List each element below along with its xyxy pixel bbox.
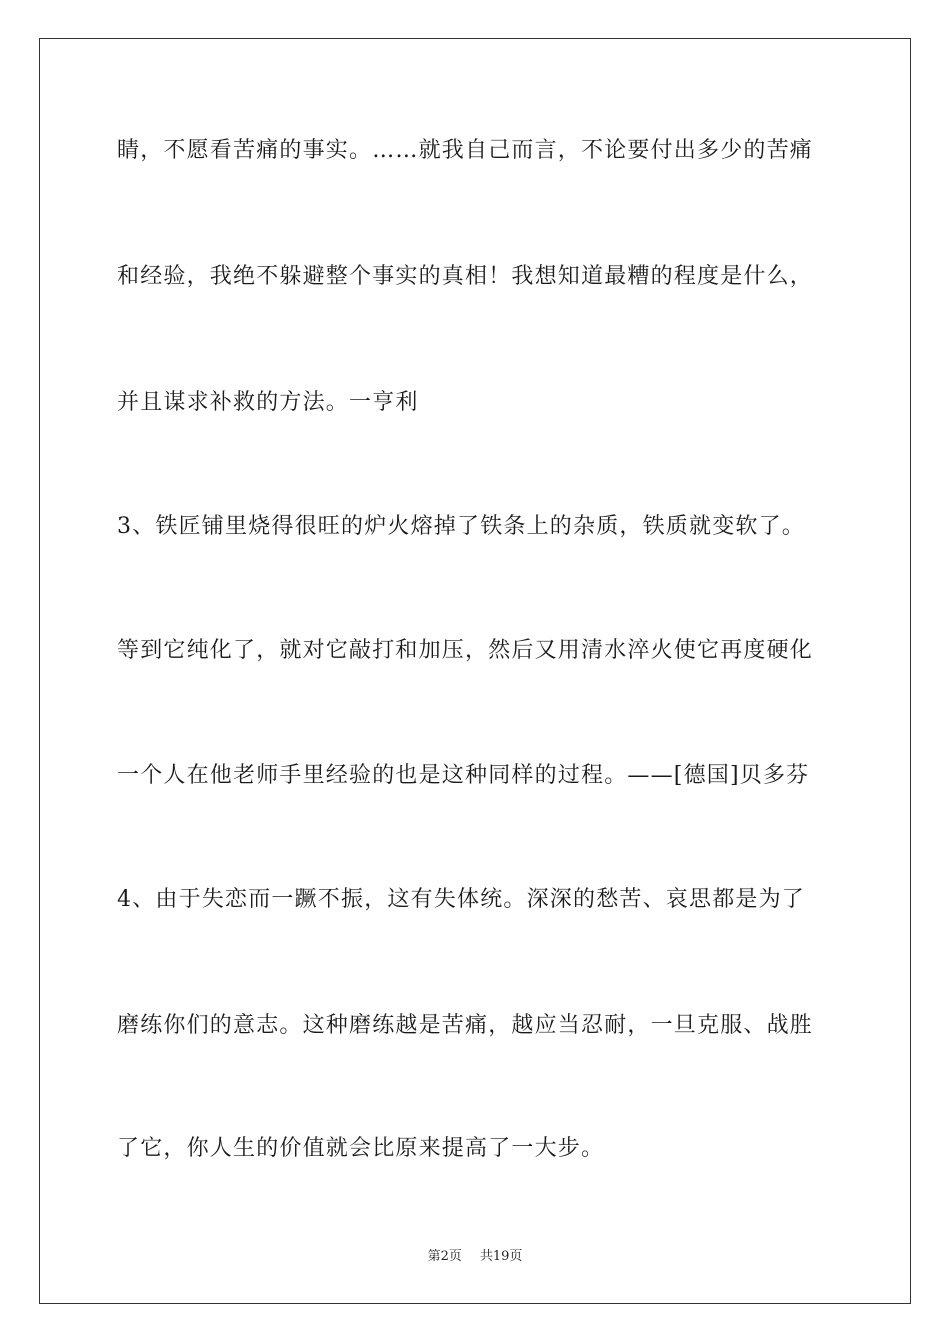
page-number: 第2页	[427, 1249, 462, 1264]
body-text-line: 磨练你们的意志。这种磨练越是苦痛，越应当忍耐，一旦克服、战胜	[117, 1013, 814, 1038]
body-text-line: 并且谋求补救的方法。一亨利	[117, 390, 419, 415]
body-text-line: 和经验，我绝不躲避整个事实的真相！我想知道最糟的程度是什么，	[117, 264, 814, 289]
page-border	[39, 38, 911, 1304]
body-text-line: 4、由于失恋而一蹶不振，这有失体统。深深的愁苦、哀思都是为了	[117, 887, 805, 912]
body-text-line: 睛，不愿看苦痛的事实。……就我自己而言，不论要付出多少的苦痛	[117, 138, 814, 163]
body-text-line: 了它，你人生的价值就会比原来提高了一大步。	[117, 1136, 605, 1161]
body-text-line: 3、铁匠铺里烧得很旺的炉火熔掉了铁条上的杂质，铁质就变软了。	[117, 514, 805, 539]
body-text-line: 等到它纯化了，就对它敲打和加压，然后又用清水淬火使它再度硬化	[117, 638, 814, 663]
page-total: 共19页	[479, 1249, 523, 1264]
body-text-line: 一个人在他老师手里经验的也是这种同样的过程。——[德国]贝多芬	[117, 763, 810, 788]
page-footer	[0, 1248, 950, 1266]
